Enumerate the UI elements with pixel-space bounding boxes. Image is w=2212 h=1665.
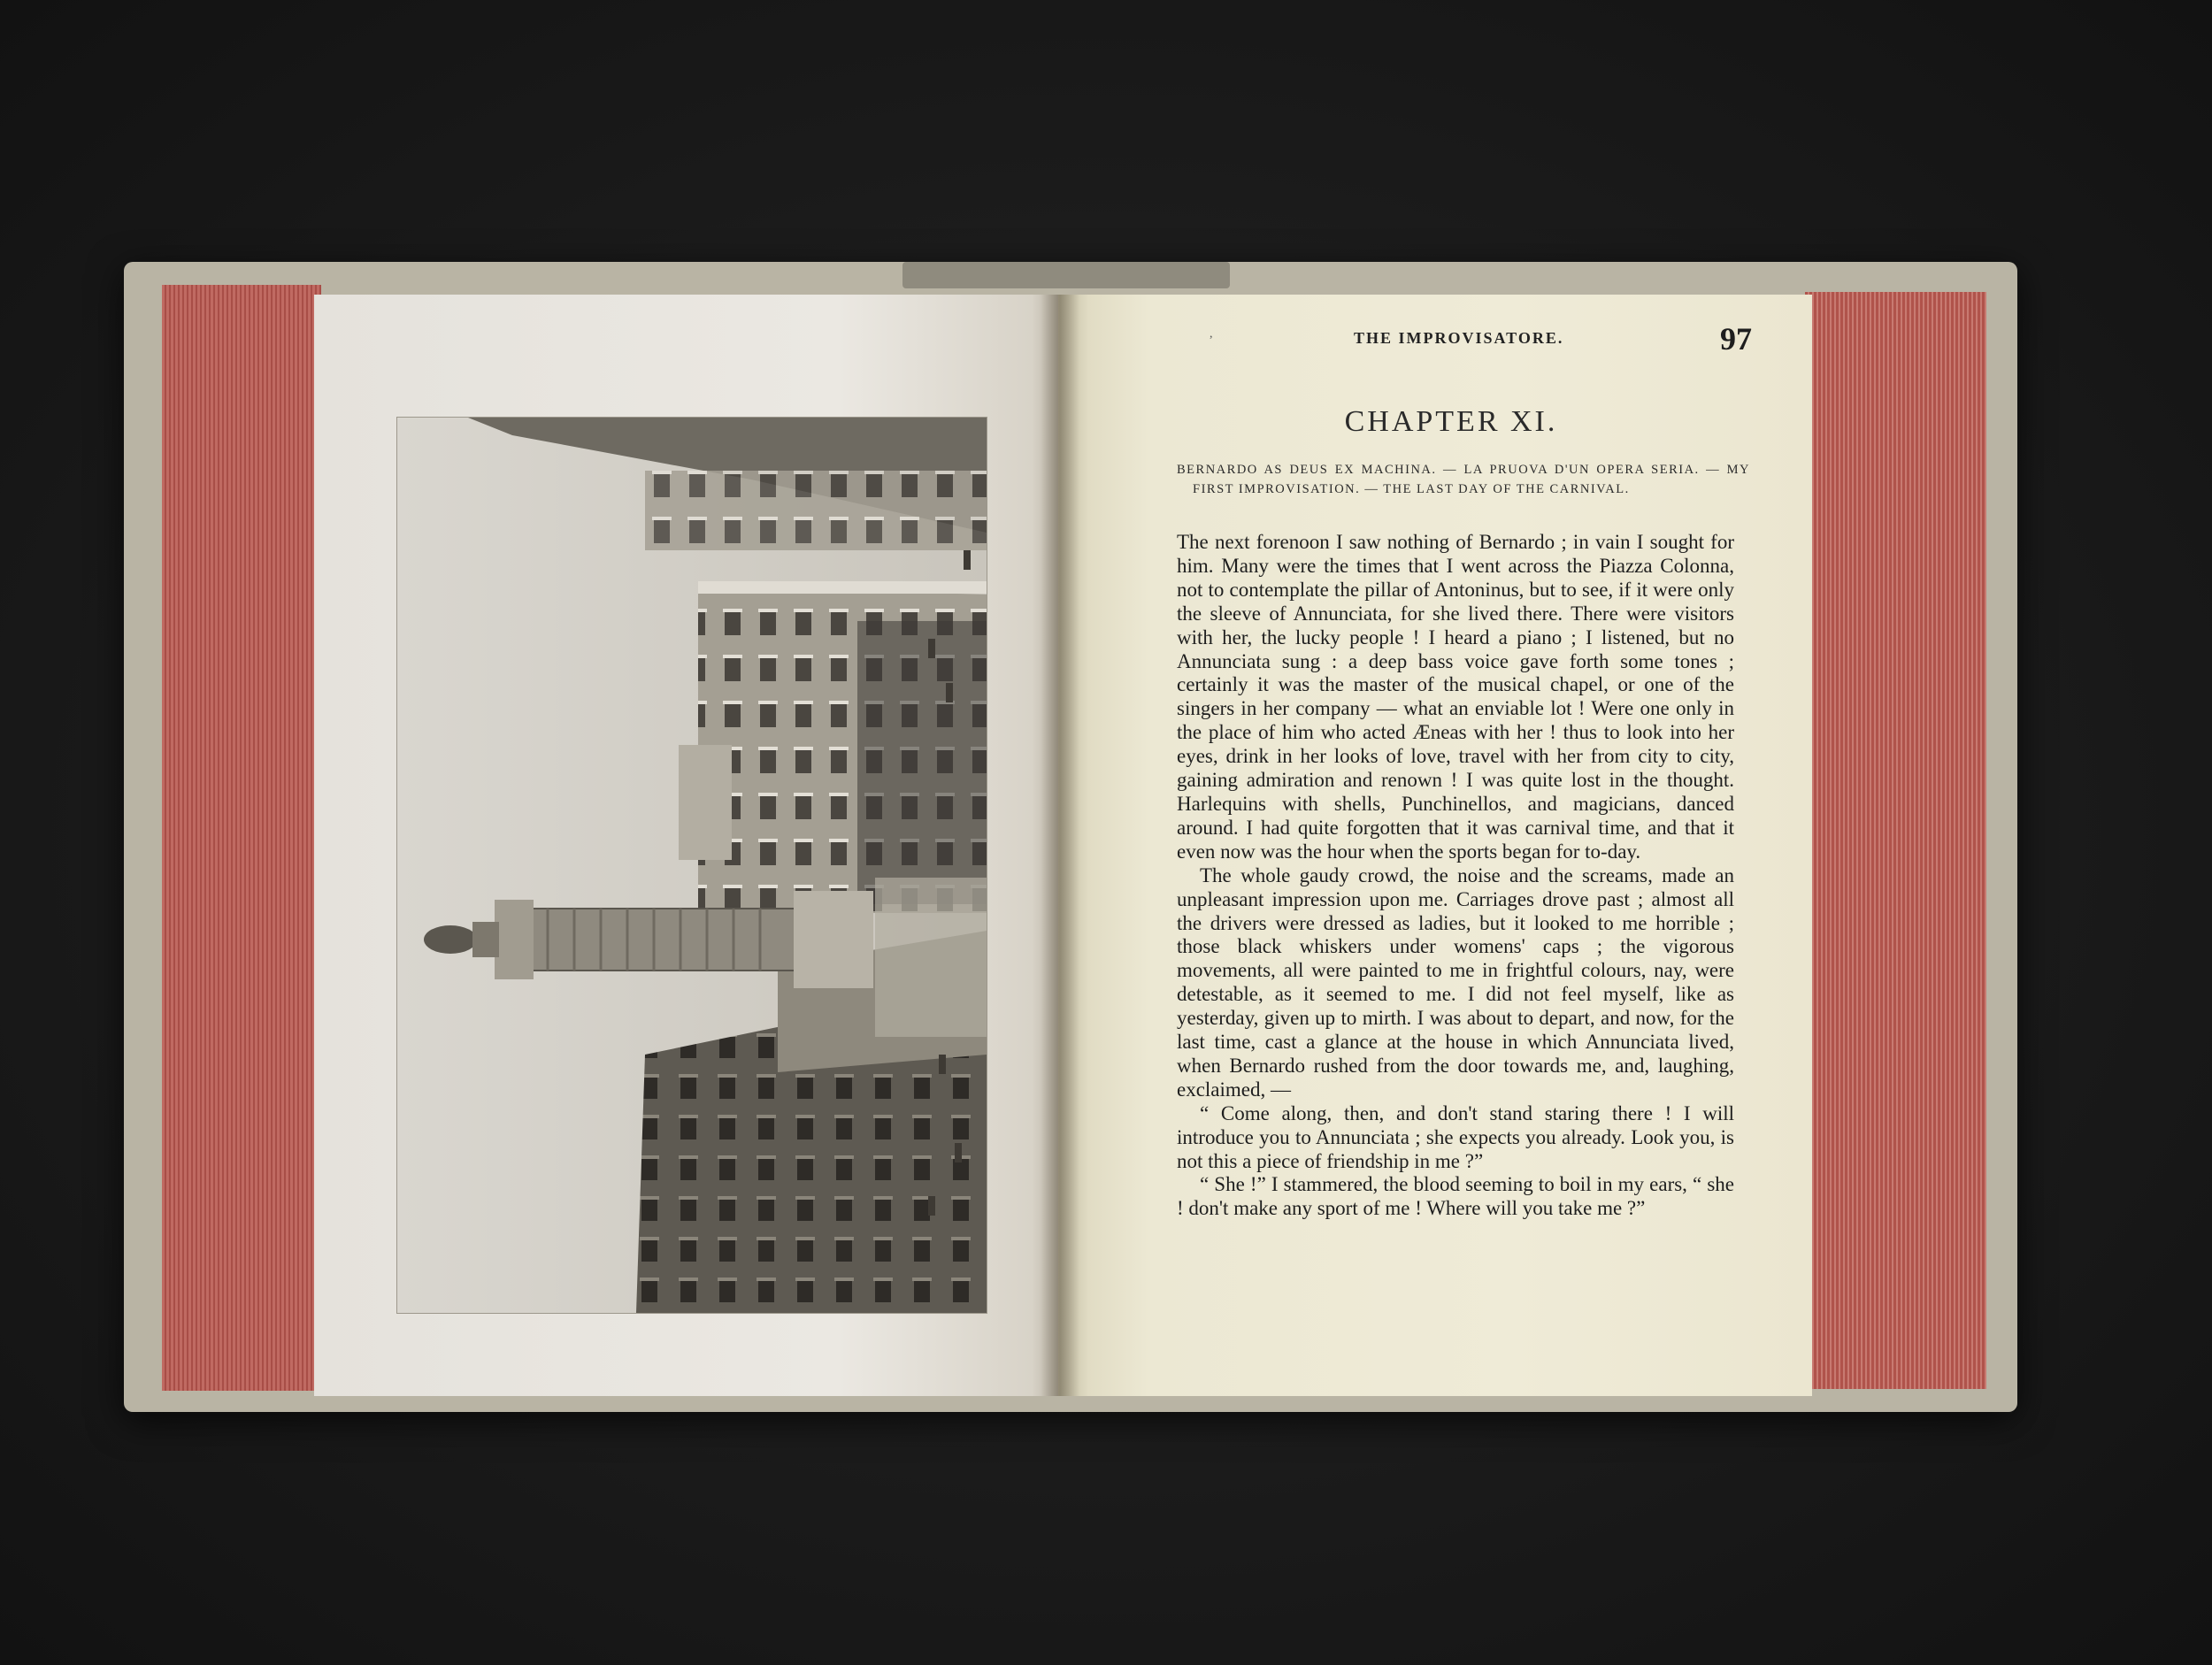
chapter-synopsis: BERNARDO AS DEUS EX MACHINA. — LA PRUOVA D'UN OPERA SERIA. — MY FIRST IMPROVISATION. — THE LAST DAY OF THE CARNIVAL. xyxy=(1177,463,1750,496)
running-title: THE IMPROVISATORE. xyxy=(1354,329,1564,347)
paragraph: “ Come along, then, and don't stand staring there ! I will introduce you to Annunciata ; she expects you already. Look you, is not this a piece of friendship in me ?” xyxy=(1177,1101,1734,1172)
book-gutter-shadow xyxy=(1041,295,1079,1396)
page-number: 97 xyxy=(1720,321,1752,357)
photo-plate-piazza-colonna xyxy=(396,417,987,1314)
body-text xyxy=(1177,531,1734,1221)
chapter-title: CHAPTER XI. xyxy=(1344,405,1558,438)
book-spine xyxy=(902,262,1230,288)
page-edges-left xyxy=(162,285,321,1391)
running-head xyxy=(1150,321,1752,357)
page-edges-right xyxy=(1805,292,1986,1389)
paragraph: “ She !” I stammered, the blood seeming to boil in my ears, “ she ! don't make any sport of me ! Where will you take me ?” xyxy=(1177,1173,1734,1220)
paragraph: The next forenoon I saw nothing of Bernardo ; in vain I sought for him. Many were the times that I went across the Piazza Colonna, not to contemplate the pillar of Antoninus, but to see, if it were only the sleeve of Annunciata, for she lived there. There were visitors with her, the lucky people ! I heard a piano ; I listened, but no Annunciata sung : a deep bass voice gave forth some tones ; certainly it was the master of the musical chapel, or one of the singers in her company — what an enviable lot ! Were one only in the place of him who acted Æneas with her ! thus to look into her eyes, drink in her looks of love, travel with her from city to city, gaining admiration and renown ! I was quite lost in the thought. Harlequins with shells, Punchinellos, and magicians, danced around. I had quite forgotten that it was carnival time, and that it even now was the hour when the sports began for to-day. xyxy=(1177,531,1734,863)
column-photograph xyxy=(397,418,987,1313)
paragraph: The whole gaudy crowd, the noise and the screams, made an unpleasant impression upon me. Carriages drove past ; almost all the drivers were dressed as ladies, but it looked to me horrible ; those black whiskers under womens' caps ; the vigorous movements, all were painted to me in frightful colours, nay, were detestable, as it seemed to me. I did not feel myself, like as yesterday, given up to mirth. I was about to depart, and now, for the last time, cast a glance at the house in which Annunciata lived, when Bernardo rushed from the door towards me, and, laughing, exclaimed, — xyxy=(1177,863,1734,1101)
page-speck: , xyxy=(1210,327,1213,341)
